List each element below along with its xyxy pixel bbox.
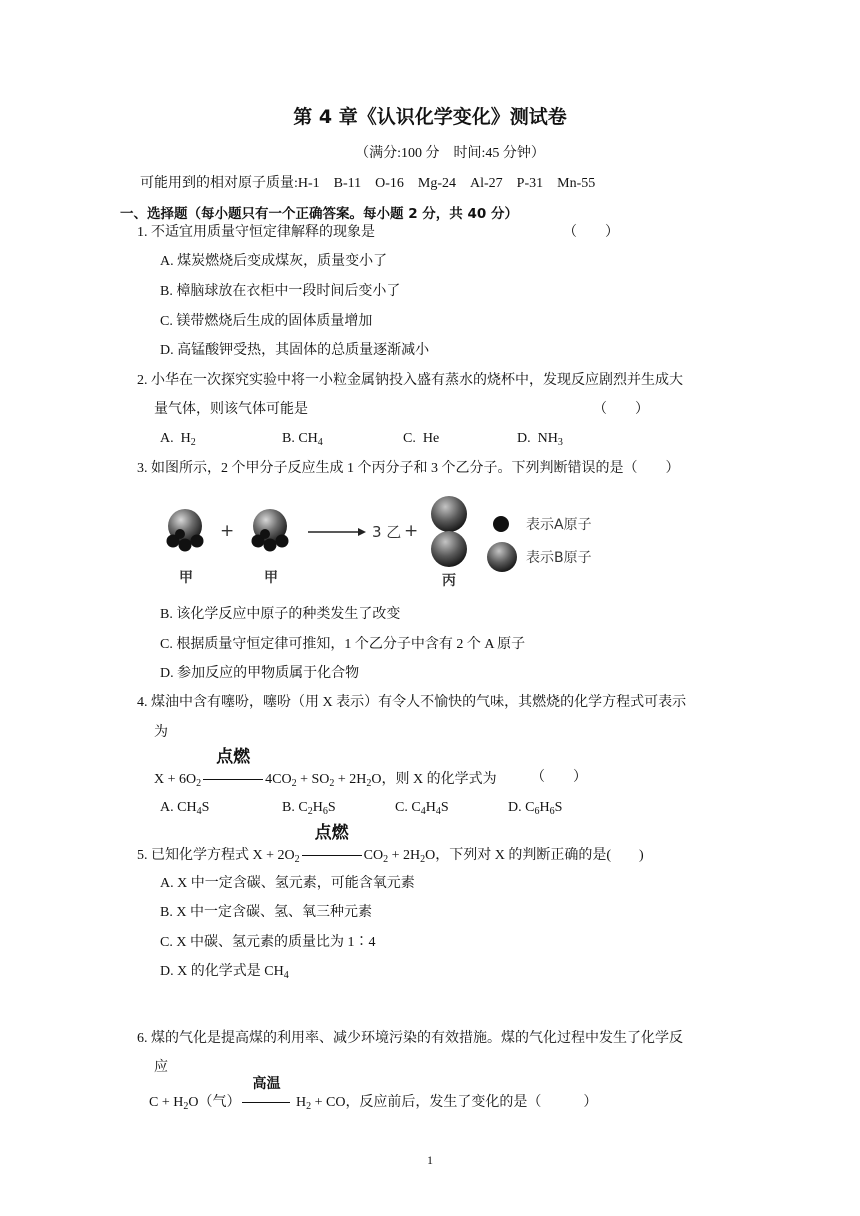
q4-option-d: D. $C_6H_6S$ <box>508 800 563 817</box>
legend-b-text: 表示B原子 <box>526 550 592 566</box>
q6-equation: $C + H_2O$（气） 高温 $H_2$ + CO，反应前后，发生了变化的是（ ） <box>149 1076 598 1112</box>
q3-stem: 3. 如图所示，2 个甲分子反应生成 1 个丙分子和 3 个乙分子。下列判断错误的是（ ） <box>137 461 680 476</box>
legend-a-atom-icon <box>493 516 509 532</box>
section-heading: 一、选择题（每小题只有一个正确答案。每小题 2 分，共 40 分） <box>120 206 518 222</box>
label-jia-1: 甲 <box>179 570 193 586</box>
q4-equation: $X + 6O_2$ 点燃 $4CO_2 + SO_2 + 2H_2O$，则 X 的化学式为 <box>154 747 497 789</box>
plus-sign-2: + <box>404 521 419 541</box>
q5-option-a: A. X 中一定含碳、氢元素，可能含氧元素 <box>160 876 415 891</box>
q2-option-c: C. He <box>403 431 440 446</box>
molecule-jia-2 <box>252 509 289 552</box>
score-time-info: （满分:100 分 时间:45 分钟） <box>355 146 545 161</box>
label-jia-2: 甲 <box>264 570 278 586</box>
q5-option-b: B. X 中一定含碳、氢、氧三种元素 <box>160 905 372 920</box>
q4-answer-blank: （ ） <box>531 770 587 785</box>
q2-option-d: D. $NH_3$ <box>517 431 563 448</box>
legend <box>487 516 517 572</box>
q2-answer-blank: （ ） <box>593 402 649 417</box>
label-bing: 丙 <box>442 573 456 589</box>
q4-stem-line1: 4. 煤油中含有噻吩，噻吩（用 X 表示）有令人不愉快的气味，其燃烧的化学方程式可表示 <box>137 695 687 710</box>
molecule-jia-1 <box>167 509 204 552</box>
reaction-condition: 点燃 <box>300 845 364 859</box>
q1-option-c: C. 镁带燃烧后生成的固体质量增加 <box>160 314 373 329</box>
q3-option-b: B. 该化学反应中原子的种类发生了改变 <box>160 607 401 622</box>
q2-stem-line2: 量气体，则该气体可能是 <box>154 402 308 417</box>
q6-stem-line1: 6. 煤的气化是提高煤的利用率、减少环境污染的有效措施。煤的气化过程中发生了化学反 <box>137 1031 683 1046</box>
q6-stem-line2: 应 <box>154 1060 168 1075</box>
legend-a-text: 表示A原子 <box>526 517 592 533</box>
q2-option-a: A. $H_2$ <box>160 431 196 448</box>
reaction-condition: 高温 <box>240 1092 292 1106</box>
reaction-condition: 点燃 <box>201 769 265 783</box>
q2-option-b: B. $CH_4$ <box>282 431 323 448</box>
q3-option-c: C. 根据质量守恒定律可推知，1 个乙分子中含有 2 个 A 原子 <box>160 637 526 652</box>
product-yi-label: 3 乙 <box>372 523 402 541</box>
q4-option-c: C. $C_4H_4S$ <box>395 800 449 817</box>
q1-option-a: A. 煤炭燃烧后变成煤灰，质量变小了 <box>160 254 388 269</box>
q2-stem-line1: 2. 小华在一次探究实验中将一小粒金属钠投入盛有蒸水的烧杯中，发现反应剧烈并生成大 <box>137 373 683 388</box>
q1-answer-blank: （ ） <box>563 225 619 240</box>
q4-stem-line2: 为 <box>154 725 168 740</box>
q5-option-d: D. X 的化学式是 $CH_4$ <box>160 964 289 981</box>
legend-b-atom-icon <box>487 542 517 572</box>
q4-option-a: A. $CH_4S$ <box>160 800 210 817</box>
page-title: 第 4 章《认识化学变化》测试卷 <box>293 106 567 128</box>
q1-option-d: D. 高锰酸钾受热，其固体的总质量逐渐减小 <box>160 343 430 358</box>
q4-option-b: B. $C_2H_6S$ <box>282 800 336 817</box>
plus-sign-1: + <box>220 521 235 541</box>
molecule-bing <box>431 496 467 567</box>
page-number: 1 <box>427 1153 433 1167</box>
q1-stem: 1. 不适宜用质量守恒定律解释的现象是 <box>137 225 375 240</box>
reaction-diagram <box>158 494 612 590</box>
q3-option-d: D. 参加反应的甲物质属于化合物 <box>160 666 360 681</box>
q1-option-b: B. 樟脑球放在衣柜中一段时间后变小了 <box>160 284 401 299</box>
reaction-arrow <box>308 528 366 536</box>
q5-option-c: C. X 中碳、氢元素的质量比为 1∶4 <box>160 935 376 950</box>
atomic-masses: 可能用到的相对原子质量:H-1 B-11 O-16 Mg-24 Al-27 P-31 Mn-55 <box>140 176 596 191</box>
q5-stem: 5. 已知化学方程式 $X + 2O_2$ 点燃 $CO_2 + 2H_2O$，下列对 X 的判断正确的是( ) <box>137 823 644 865</box>
